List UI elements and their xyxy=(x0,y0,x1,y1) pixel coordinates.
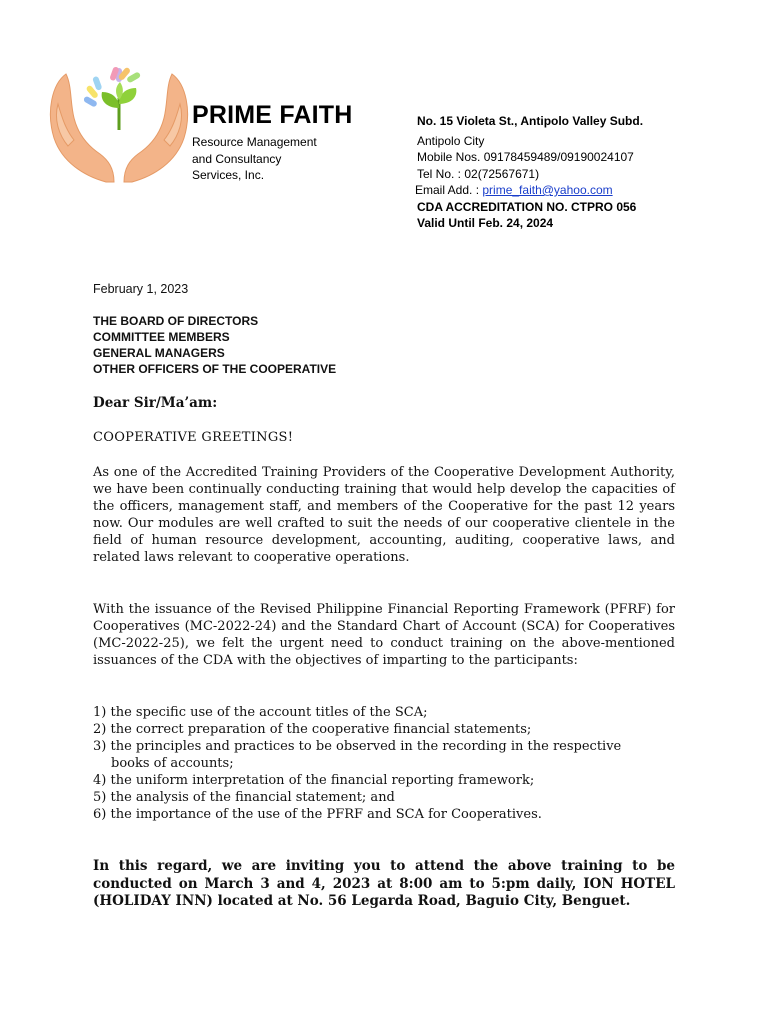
address-line-2: Antipolo City xyxy=(417,133,485,148)
recipients-block xyxy=(93,313,336,377)
contact-block xyxy=(417,113,643,232)
mobile-numbers: Mobile Nos. 09178459489/09190024107 xyxy=(417,150,634,164)
company-subtitle-line: and Consultancy xyxy=(192,151,282,166)
letter-date: February 1, 2023 xyxy=(93,282,189,296)
objectives-list xyxy=(93,704,675,823)
body-paragraph-1: As one of the Accredited Training Providers of the Cooperative Development Authority, we have been continually conducting training that would help develop the capacities of the officers, management staff, and members of the Cooperative for the past 12 years now. Our modules are well crafted to suit the needs of our cooperative clientele in the field of human resource development, accounting, auditing, cooperative laws, and related laws relevant to cooperative operations. xyxy=(93,465,675,565)
accreditation-validity: Valid Until Feb. 24, 2024 xyxy=(417,216,554,230)
objective-item-continuation: books of accounts; xyxy=(111,756,234,771)
objective-item: 6) the importance of the use of the PFRF and SCA for Cooperatives. xyxy=(93,807,542,822)
salutation: Dear Sir/Ma’am: xyxy=(93,395,218,411)
recipient-line: THE BOARD OF DIRECTORS xyxy=(93,314,259,328)
greeting: COOPERATIVE GREETINGS! xyxy=(93,430,294,445)
company-subtitle xyxy=(192,134,317,184)
address-line-1: No. 15 Violeta St., Antipolo Valley Subd. xyxy=(417,114,644,128)
company-name: PRIME FAITH xyxy=(192,101,353,129)
objective-item: 2) the correct preparation of the cooperative financial statements; xyxy=(93,722,532,737)
objective-item: 5) the analysis of the financial statement; and xyxy=(93,790,395,805)
objective-item: 4) the uniform interpretation of the financial reporting framework; xyxy=(93,773,535,788)
recipient-line: GENERAL MANAGERS xyxy=(93,346,225,360)
recipient-line: OTHER OFFICERS OF THE COOPERATIVE xyxy=(93,362,337,376)
email-link[interactable]: prime_faith@yahoo.com xyxy=(482,183,613,197)
objective-item: 3) the principles and practices to be observed in the recording in the respective xyxy=(93,739,622,754)
accreditation-number: CDA ACCREDITATION NO. CTPRO 056 xyxy=(417,199,637,214)
company-subtitle-line: Resource Management xyxy=(192,135,317,149)
prime-faith-logo xyxy=(44,64,194,194)
recipient-line: COMMITTEE MEMBERS xyxy=(93,330,230,344)
email-row xyxy=(415,182,643,199)
company-subtitle-line: Services, Inc. xyxy=(192,168,265,182)
invitation-paragraph: In this regard, we are inviting you to attend the above training to be conducted on March 3 and 4, 2023 at 8:00 am to 5:pm daily, ION HOTEL (HOLIDAY INN) located at No. 56 Legarda Road, Baguio City, Benguet. xyxy=(93,858,675,909)
objective-item: 1) the specific use of the account titles of the SCA; xyxy=(93,705,428,720)
telephone-number: Tel No. : 02(72567671) xyxy=(417,166,540,181)
sprout-icon xyxy=(102,82,137,130)
email-label: Email Add. : xyxy=(415,183,483,197)
body-paragraph-2: With the issuance of the Revised Philippine Financial Reporting Framework (PFRF) for Cooperatives (MC-2022-24) and the Standard Chart of Account (SCA) for Cooperatives (MC-2022-25), we felt the urgent need to conduct training on the above-mentioned issuances of the CDA with the objectives of imparting to the participants: xyxy=(93,602,675,668)
